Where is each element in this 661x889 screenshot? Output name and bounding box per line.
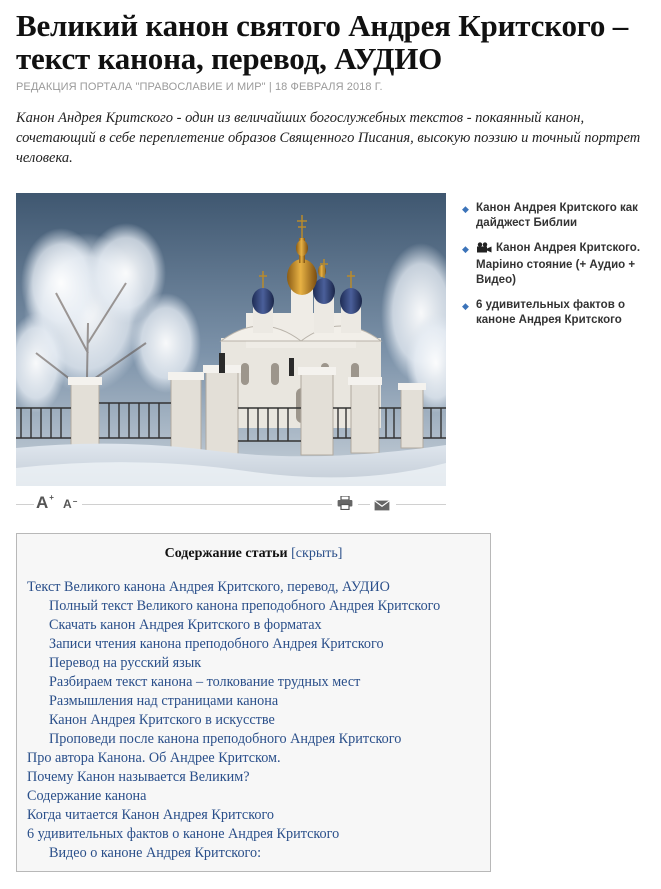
related-link-label: Канон Андрея Критского. Марiино стояние (+ Аудио + Видео) bbox=[476, 242, 641, 286]
related-link[interactable] bbox=[460, 298, 656, 328]
toc-item[interactable]: Когда читается Канон Андрея Критского bbox=[27, 807, 275, 823]
article-toolbar bbox=[16, 492, 446, 516]
font-increase-sign: + bbox=[49, 493, 54, 502]
toc-subitem[interactable]: Видео о каноне Андрея Критского: bbox=[49, 845, 262, 861]
font-decrease-label: A bbox=[63, 497, 72, 511]
toc-subitem[interactable]: Перевод на русский язык bbox=[49, 655, 202, 671]
font-increase-label: A bbox=[36, 493, 49, 512]
envelope-icon[interactable] bbox=[374, 498, 390, 516]
toc-subitem[interactable]: Скачать канон Андрея Критского в форматах bbox=[49, 617, 322, 633]
toc-item[interactable]: Текст Великого канона Андрея Критского, перевод, АУДИО bbox=[27, 579, 390, 595]
toc-item[interactable]: Про автора Канона. Об Андрее Критском. bbox=[27, 750, 281, 766]
toc-title: Содержание статьи bbox=[164, 546, 288, 561]
font-increase-button[interactable] bbox=[36, 493, 54, 513]
toc-subitem[interactable]: Размышления над страницами канона bbox=[49, 693, 279, 709]
toc-hide-toggle[interactable]: [скрыть] bbox=[291, 546, 343, 561]
toc-subitem[interactable]: Полный текст Великого канона преподобного Андрея Критского bbox=[49, 598, 441, 614]
toc-header bbox=[17, 534, 490, 562]
toc-item[interactable]: 6 удивительных фактов о каноне Андрея Критского bbox=[27, 826, 340, 842]
toc-subitem[interactable]: Записи чтения канона преподобного Андрея Критского bbox=[49, 636, 384, 652]
video-camera-icon bbox=[476, 242, 492, 258]
related-links bbox=[460, 201, 656, 338]
article-photo bbox=[16, 193, 446, 486]
article-lead: Канон Андрея Критского - один из величайших богослужебных текстов - покаянный канон, сочетающий в себе переплетение образов Священного Писания, высокую поэзию и точный портрет человека. bbox=[16, 110, 641, 166]
article-meta: РЕДАКЦИЯ ПОРТАЛА "ПРАВОСЛАВИЕ И МИР" | 18 ФЕВРАЛЯ 2018 Г. bbox=[16, 81, 383, 93]
toolbar-divider bbox=[16, 504, 34, 505]
font-decrease-sign: − bbox=[72, 497, 78, 506]
diamond-bullet-icon: ◆ bbox=[462, 244, 469, 254]
article-title: Великий канон святого Андрея Критского – текст канона, перевод, АУДИО bbox=[16, 8, 629, 76]
table-of-contents bbox=[16, 533, 491, 872]
related-link[interactable] bbox=[460, 241, 656, 288]
related-link-label: Канон Андрея Критского как дайджест Библии bbox=[476, 202, 638, 229]
related-link-label: 6 удивительных фактов о каноне Андрея Критского bbox=[476, 299, 625, 326]
toc-subitem[interactable]: Проповеди после канона преподобного Андрея Критского bbox=[49, 731, 402, 747]
toc-item[interactable]: Почему Канон называется Великим? bbox=[27, 769, 250, 785]
toolbar-divider bbox=[396, 504, 446, 505]
toc-subitem[interactable]: Канон Андрея Критского в искусстве bbox=[49, 712, 275, 728]
toc-subitem[interactable]: Разбираем текст канона – толкование трудных мест bbox=[49, 674, 361, 690]
related-link[interactable] bbox=[460, 201, 656, 231]
toc-list bbox=[27, 578, 440, 863]
diamond-bullet-icon: ◆ bbox=[462, 204, 469, 214]
font-decrease-button[interactable] bbox=[63, 497, 77, 511]
toolbar-divider bbox=[82, 504, 332, 505]
diamond-bullet-icon: ◆ bbox=[462, 301, 469, 311]
toolbar-divider bbox=[358, 504, 370, 505]
toc-item[interactable]: Содержание канона bbox=[27, 788, 147, 804]
printer-icon[interactable] bbox=[337, 496, 353, 515]
